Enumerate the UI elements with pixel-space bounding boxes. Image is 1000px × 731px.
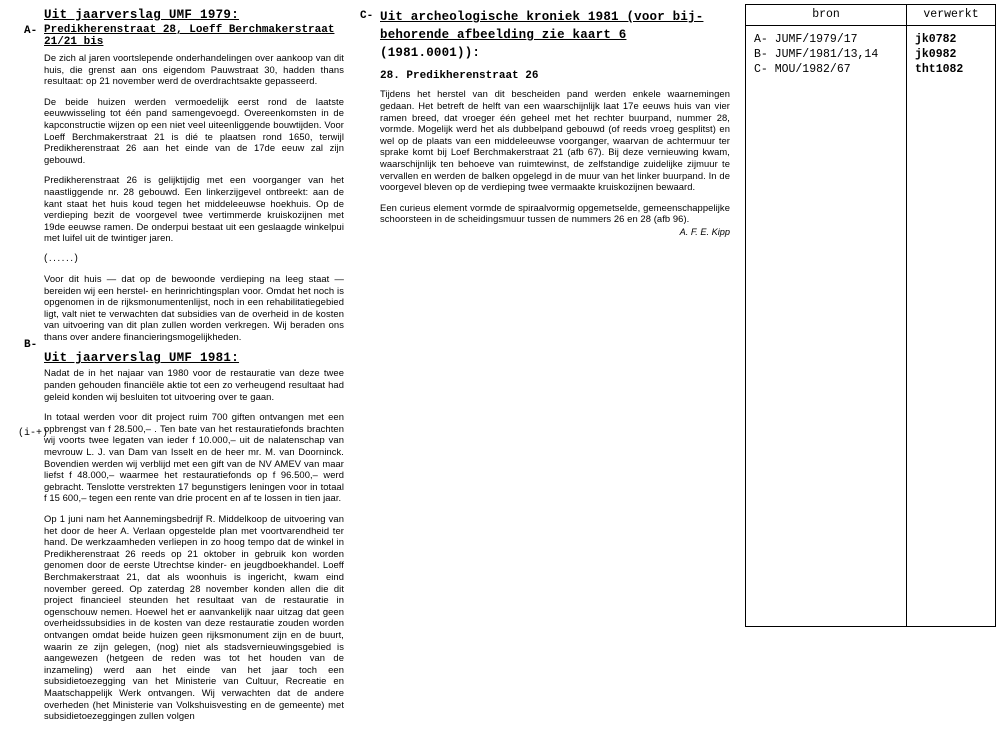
section-c-heading-line3: (1981.0001)): xyxy=(380,46,481,61)
verwerkt-entry: jk0782 xyxy=(915,33,957,46)
paragraph: In totaal werden voor dit project ruim 700 giften ontvangen met een opbrengst van f 28.500,– . Ten bate van het restauratiefonds brachten wij voorts twee legaten van ieder f 10.000,– uit de nalatenschap van mevrouw L. J. van Dam van Isselt en de heer mr. M. van Doorninck. Bovendien werden wij verblijd met een gift van de NV AMEV van maar liefst f 48.000,– waarmee het restauratiefonds op f 96.500,– werd gebracht. Tenslotte verstrekten 17 begunstigers leningen voor in totaal f 15 600,– tegen een rente van drie procent en af te lossen in tien jaar. xyxy=(44,411,344,504)
section-c-subheading xyxy=(380,70,730,82)
paragraph: Predikherenstraat 26 is gelijktijdig met een voorganger van het naastliggende nr. 28 gebouwd. Een linkerzijgevel ontbreekt: aan de kant staat het huis koud tegen het middeleeuwse hoekhuis. Op de verdieping bezit de voorgevel twee vertimmerde kruiskozijnen met 19de eeuwse ramen. De onderpui bestaat uit een geslaagde winkelpui met luifel uit de twintiger jaren. xyxy=(44,174,344,244)
section-marker-a: A- xyxy=(24,25,38,37)
verwerkt-entry: jk0982 xyxy=(915,48,957,61)
bron-entry: A- JUMF/1979/17 xyxy=(754,33,858,46)
bron-entry: C- MOU/1982/67 xyxy=(754,63,851,76)
paragraph: Een curieus element vormde de spiraalvormig opgemetselde, gemeenschappelijke schoorsteen in de scheidingsmuur tussen de nummers 26 en 28 (afb 96). xyxy=(380,201,730,225)
section-c-heading-line1: Uit archeologische kroniek 1981 (voor bij- xyxy=(380,10,704,24)
verwerkt-cell xyxy=(907,26,996,627)
paragraph: Tijdens het herstel van dit bescheiden pand werden enkele waarnemingen gedaan. Het betreft de helft van een waarschijnlijk laat 17e eeuws huis van vier ramen breed, dat vroeger één geheel met het rechter buurpand, nummer 28, vormde. Mogelijk werd het als dubbelpand gebouwd (of reeds vroeg gesplitst) en wel op de plaats van een middeleeuwse voorganger, waarvan de achtermuur ter sprake komt bij Loef Berchmakerstraat 21 (afb 67). Bij deze vernieuwing kwam, waarschijnlijk ten behoeve van ruimtewinst, de zelfstandige zuidelijke zijmuur te vervallen en werden de balken opgelegd in de muur van het linker buurpand. In de voorgevel bleven op de verdieping twee vermaakte kruiskozijnen bewaard. xyxy=(380,88,730,193)
table-header-row xyxy=(746,5,996,26)
verwerkt-entry: tht1082 xyxy=(915,63,964,76)
section-c-heading-line2: behorende afbeelding zie kaart 6 xyxy=(380,28,627,43)
paragraph: Nadat de in het najaar van 1980 voor de restauratie van deze twee panden gehouden financiële aktie tot een zo verheugend resultaat had geleid konden wij besluiten tot uitvoering over te gaan. xyxy=(44,367,344,402)
section-c-subheading-number: 28. xyxy=(380,70,400,83)
bron-entry: B- JUMF/1981/13,14 xyxy=(754,48,879,61)
bron-cell xyxy=(746,26,907,627)
column-header-bron: bron xyxy=(746,5,907,26)
paragraph: Voor dit huis — dat op de bewoonde verdieping na leeg staat — bereiden wij een herstel- en herinrichtingsplan voor. Omdat het noch is opgenomen in de rijksmonumentenlijst, noch in een rehabilitatiegebied ligt, valt niet te verwachten dat subsidies van de overheid in de kosten van uitvoering van dit plan zullen worden verkregen. Wij beraden ons thans over andere financieringsmogelijkheden. xyxy=(44,272,344,342)
reference-table xyxy=(745,4,996,627)
middle-column xyxy=(380,8,730,237)
table-body-row xyxy=(746,26,996,627)
section-marker-b: B- xyxy=(24,339,38,351)
section-a-heading: Uit jaarverslag UMF 1979: xyxy=(44,8,240,22)
section-c-heading xyxy=(380,8,730,62)
ellipsis-marker: (......) xyxy=(44,252,80,264)
reference-table-container xyxy=(745,4,995,630)
column-header-verwerkt: verwerkt xyxy=(907,5,996,26)
paragraph: Op 1 juni nam het Aannemingsbedrijf R. Middelkoop de uitvoering van het door de heer A. Verlaan opgestelde plan met voortvarendheid ter hand. De werkzaamheden verliepen in zo hoog tempo dat de winkel in Predikherenstraat 26 reeds op 21 oktober in gebruik kon worden genomen door de eerste Utrechtse kinder- en jeugdboekhandel. Loeff Berchmakerstraat 21, dat als woonhuis is ingericht, kwam eind november gereed. Op zaterdag 28 november konden allen die dit project financieel steunden het resultaat van de restauratie in ogenschouw nemen. Hoewel het er aanvankelijk naar uitzag dat geen overheidssubsidies in de kosten van deze restauratie zouden worden ontvangen omdat beide huizen geen rijksmonument zijn en de buurt, waarin ze zijn gelegen, (nog) niet als stadsvernieuwingsgebied is aangewezen (hetgeen de reden was tot het houden van de inzameling) werd aan het einde van het jaar toch een subsidietoezegging van het Ministerie van Cultuur, Recreatie en Maatschappelijk Werk ontvangen. Wij verwachten dat de andere overheden (het Ministerie van Volkshuisvesting en de gemeente) met subsidietoezeggingen zullen volgen xyxy=(44,513,344,722)
paragraph: De zich al jaren voortslepende onderhandelingen over aankoop van dit huis, die grenst aan ons eigendom Pauwstraat 30, hadden thans resultaat: op 21 november werd de overdrachtsakte gepasseerd. xyxy=(44,52,344,87)
paragraph: De beide huizen werden vermoedelijk eerst rond de laatste eeuwwisseling tot één pand samengevoegd. Overeenkomsten in de kapconstructie wijzen op een niet veel uiteenliggende bouwtijden. Voor Loeff Berchmakerstraat 21 is dié te plaatsen rond 1650, terwijl Predikherenstraat 26 aan het einde van de 17de eeuw zal zijn gebouwd. xyxy=(44,95,344,165)
section-c-subheading-text: Predikherenstraat 26 xyxy=(406,70,539,83)
section-marker-c: C- xyxy=(360,10,374,22)
left-column xyxy=(44,8,344,731)
handwritten-marker: (i-+) xyxy=(18,428,49,439)
section-a-subheading: Predikherenstraat 28, Loeff Berchmakerstraat 21/21 bis xyxy=(44,24,335,48)
section-b-heading: Uit jaarverslag UMF 1981: xyxy=(44,351,240,366)
author-signature: A. F. E. Kipp xyxy=(679,226,730,237)
